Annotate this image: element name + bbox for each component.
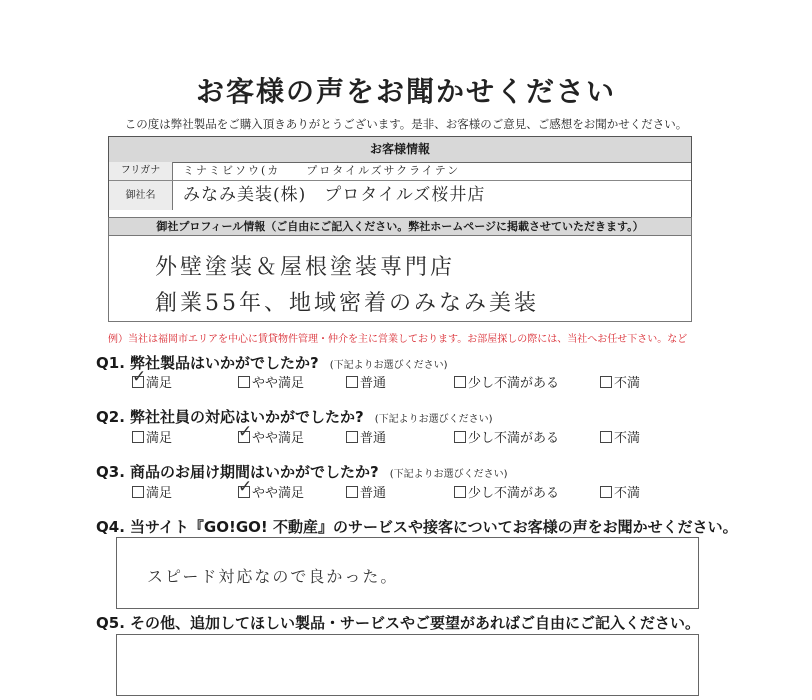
checkbox[interactable]	[238, 477, 253, 498]
profile-line-1: 外壁塗装＆屋根塗装専門店	[155, 255, 456, 280]
form-title: お客様の声をお聞かせください	[195, 75, 616, 108]
checkbox[interactable]	[346, 431, 358, 443]
furigana-value[interactable]: ミナミビソウ(カ プロタイルズサクライテン	[183, 164, 461, 177]
checkbox[interactable]	[238, 376, 250, 388]
q1-option-neutral[interactable]	[346, 376, 386, 392]
option-label: 満足	[146, 431, 173, 446]
q1-option-dissatisfied[interactable]	[600, 376, 640, 392]
question-text: その他、追加してほしい製品・サービスやご要望があればご自由にご記入ください。	[129, 614, 700, 632]
question-1	[96, 352, 448, 373]
question-note: (下記よりお選びください)	[374, 414, 493, 425]
q3-option-neutral[interactable]	[346, 486, 386, 502]
company-row	[109, 181, 691, 210]
checkbox[interactable]	[132, 486, 144, 498]
q3-option-somewhat-dissatisfied[interactable]	[454, 486, 559, 502]
option-label: やや満足	[252, 376, 305, 391]
question-5	[96, 612, 700, 633]
option-label: 満足	[146, 486, 173, 501]
check-mark-icon: ✓	[238, 477, 253, 497]
q5-answer-box[interactable]	[116, 634, 699, 696]
checkbox[interactable]	[600, 376, 612, 388]
question-3	[96, 461, 508, 482]
question-2	[96, 406, 493, 427]
profile-textarea[interactable]	[108, 236, 692, 322]
profile-example: 例）当社は福岡市エリアを中心に賃貸物件管理・仲介を主に営業しております。お部屋探しの際には、当社へお任せ下さい。など	[108, 334, 688, 345]
checkbox[interactable]	[132, 367, 147, 388]
option-label: 不満	[614, 486, 641, 501]
question-number: Q2.	[96, 408, 125, 426]
option-label: 普通	[360, 376, 387, 391]
checkbox[interactable]	[132, 431, 144, 443]
q1-option-somewhat-satisfied[interactable]	[238, 376, 304, 392]
q2-option-somewhat-satisfied[interactable]	[238, 422, 305, 447]
question-4	[96, 516, 738, 537]
customer-info-heading: お客様情報	[109, 137, 691, 163]
checkbox[interactable]	[600, 486, 612, 498]
question-text: 商品のお届け期間はいかがでしたか?	[129, 463, 379, 481]
company-value[interactable]: みなみ美装(株) プロタイルズ桜井店	[183, 185, 486, 205]
checkbox[interactable]	[238, 422, 253, 443]
customer-info-table	[108, 136, 692, 228]
question-note: (下記よりお選びください)	[389, 469, 508, 480]
option-label: 普通	[360, 431, 387, 446]
checkbox[interactable]	[454, 431, 466, 443]
q2-option-satisfied[interactable]	[132, 431, 172, 447]
q4-answer-box[interactable]	[116, 537, 699, 609]
q3-option-somewhat-satisfied[interactable]	[238, 477, 305, 502]
q2-option-neutral[interactable]	[346, 431, 386, 447]
intro-text: この度は弊社製品をご購入頂きありがとうございます。是非、お客様のご意見、ご感想をお聞かせください。	[124, 117, 688, 131]
question-number: Q4.	[96, 518, 125, 536]
option-label: 満足	[146, 376, 173, 391]
option-label: 不満	[614, 376, 641, 391]
question-number: Q1.	[96, 354, 125, 372]
profile-heading: 御社プロフィール情報（ご自由にご記入ください。弊社ホームページに掲載させていただきます。）	[108, 217, 692, 236]
option-label: 普通	[360, 486, 387, 501]
q1-option-satisfied[interactable]	[132, 367, 173, 392]
check-mark-icon: ✓	[132, 367, 147, 387]
q1-option-somewhat-dissatisfied[interactable]	[454, 376, 559, 392]
checkbox[interactable]	[346, 486, 358, 498]
option-label: 少し不満がある	[468, 486, 560, 501]
option-label: やや満足	[252, 486, 305, 501]
question-text: 当サイト『GO!GO! 不動産』のサービスや接客についてお客様の声をお聞かせください。	[129, 518, 738, 536]
question-text: 弊社社員の対応はいかがでしたか?	[129, 408, 364, 426]
q4-answer-text: スピード対応なので良かった。	[147, 567, 399, 586]
question-note: (下記よりお選びください)	[329, 360, 448, 371]
company-label: 御社名	[109, 181, 173, 210]
check-mark-icon: ✓	[238, 422, 253, 442]
profile-line-2: 創業55年、地域密着のみなみ美装	[155, 291, 539, 316]
checkbox[interactable]	[454, 486, 466, 498]
furigana-label: フリガナ	[109, 162, 173, 180]
q2-option-somewhat-dissatisfied[interactable]	[454, 431, 559, 447]
option-label: やや満足	[252, 431, 305, 446]
question-number: Q3.	[96, 463, 125, 481]
q3-option-satisfied[interactable]	[132, 486, 172, 502]
question-number: Q5.	[96, 614, 125, 632]
furigana-row	[109, 162, 691, 181]
option-label: 不満	[614, 431, 641, 446]
q3-option-dissatisfied[interactable]	[600, 486, 640, 502]
checkbox[interactable]	[454, 376, 466, 388]
checkbox[interactable]	[346, 376, 358, 388]
q2-option-dissatisfied[interactable]	[600, 431, 640, 447]
option-label: 少し不満がある	[468, 376, 560, 391]
question-text: 弊社製品はいかがでしたか?	[129, 354, 319, 372]
checkbox[interactable]	[600, 431, 612, 443]
option-label: 少し不満がある	[468, 431, 560, 446]
